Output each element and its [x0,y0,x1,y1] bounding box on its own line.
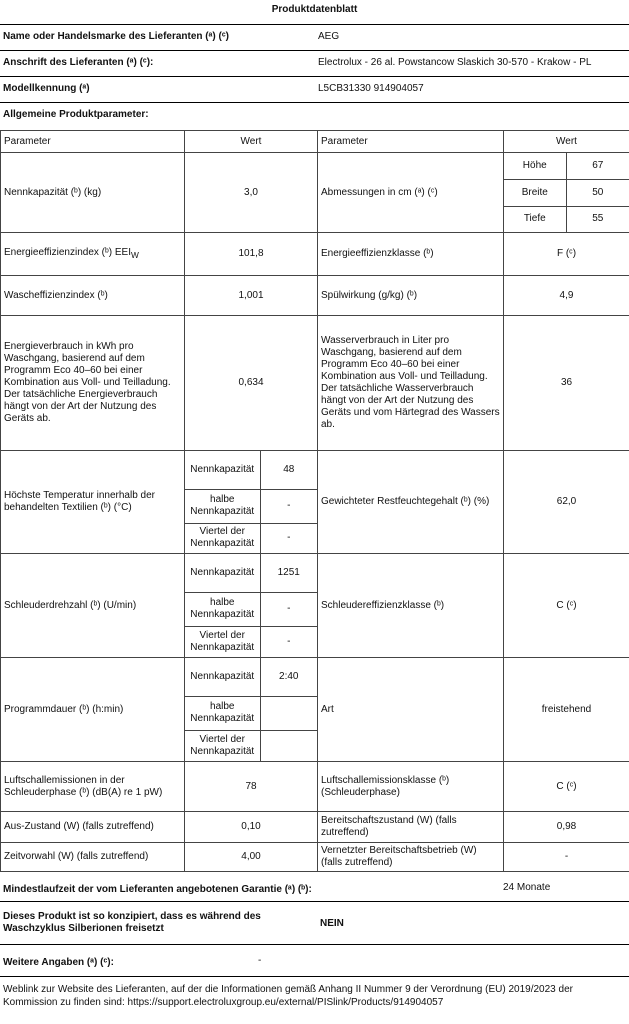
sub-value: - [287,635,291,647]
width-label: Breite [504,179,566,206]
rinse-label: Spülwirkung (g/kg) (ᵇ) [318,276,504,316]
duration-label: Programmdauer (ᵇ) (h:min) [1,658,185,762]
energy-class-label: Energieeffizienzklasse (ᵇ) [318,233,504,276]
energy-class-value: F (ᶜ) [504,233,629,276]
divider [0,944,629,945]
table-row [1,316,629,451]
model-value: L5CB31330 914904057 [318,83,424,94]
height-value: 67 [566,153,629,179]
parameter-table [0,130,629,872]
sub-value: 2:40 [260,658,317,696]
table-row [1,276,629,316]
table-row [1,843,629,872]
divider [0,24,629,25]
table-row [1,233,629,276]
sub-value: - [260,489,317,523]
divider [0,76,629,77]
standby-value: 0,98 [504,812,629,843]
spin-speed-values [185,554,318,658]
sub-value: 48 [260,451,317,489]
energy-consumption-label: Energieverbrauch in kWh pro Waschgang, basierend auf dem Programm Eco 40–60 bei einer Kombination aus Voll- und Teilladung. Der tatsächliche Energieverbrauch hängt von der Art der Nutzung des Geräts ab. [1,316,185,451]
sub-value [260,730,317,761]
table-header-row [1,131,629,153]
type-value: freistehend [504,658,629,762]
sub-label: Nennkapazität [185,451,260,489]
sub-value [260,696,317,730]
supplier-name-value: AEG [318,31,340,42]
supplier-address-value: Electrolux - 26 al. Powstancow Slaskich 30-570 - Krakow - PL [318,57,592,68]
table-row [1,762,629,812]
temperature-label: Höchste Temperatur innerhalb der behandelten Textilien (ᵇ) (°C) [1,451,185,554]
sub-label: halbe Nennkapazität [185,696,260,730]
network-standby-value: - [504,843,629,872]
divider [0,50,629,51]
spin-class-value: C (ᶜ) [504,554,629,658]
off-mode-value: 0,10 [185,812,318,843]
header-value: Wert [504,131,629,153]
sub-label: Viertel der Nennkapazität [185,626,260,657]
capacity-label: Nennkapazität (ᵇ) (kg) [1,153,185,233]
warranty-label: Mindestlaufzeit der vom Lieferanten angebotenen Garantie (ᵃ) (ᵇ): [3,884,312,895]
footer-weblink: Weblink zur Website des Lieferanten, auf der die Informationen gemäß Anhang II Nummer 9 der Verordnung (EU) 2019/2023 der Kommission zu finden sind: https://support.electroluxgroup.eu/external/PISlink/Products/914904057 [3,984,573,1008]
noise-value: 78 [185,762,318,812]
sub-label: Viertel der Nennkapazität [185,730,260,761]
divider [0,976,629,977]
header-value: Wert [185,131,318,153]
table-row [1,554,629,658]
silver-value: NEIN [320,918,344,929]
standby-label: Bereitschaftszustand (W) (falls zutreffend) [318,812,504,843]
silver-label: Dieses Produkt ist so konzipiert, dass es während des Waschzyklus Silberionen freisetzt [3,911,261,934]
sub-value: - [260,592,317,626]
dimensions-values [504,153,629,233]
supplier-address-label: Anschrift des Lieferanten (ᵃ) (ᶜ): [3,57,154,68]
noise-class-value: C (ᶜ) [504,762,629,812]
type-label: Art [318,658,504,762]
header-param: Parameter [1,131,185,153]
eei-value: 101,8 [185,233,318,276]
capacity-value: 3,0 [185,153,318,233]
network-standby-label: Vernetzter Bereitschaftsbetrieb (W) (falls zutreffend) [318,843,504,872]
divider [0,901,629,902]
width-value: 50 [566,179,629,206]
table-row [1,658,629,762]
noise-label: Luftschallemissionen in der Schleuderphase (ᵇ) (dB(A) re 1 pW) [1,762,185,812]
dimensions-label: Abmessungen in cm (ᵃ) (ᶜ) [318,153,504,233]
sub-value: - [287,532,291,544]
divider [0,102,629,103]
moisture-label: Gewichteter Restfeuchtegehalt (ᵇ) (%) [318,451,504,554]
eei-label: Energieeffizienzindex (ᵇ) $EEI_W$ [1,233,185,276]
off-mode-label: Aus-Zustand (W) (falls zutreffend) [1,812,185,843]
sub-value: 1251 [260,554,317,592]
sub-label: halbe Nennkapazität [185,489,260,523]
sub-label: halbe Nennkapazität [185,592,260,626]
spin-class-label: Schleudereffizienzklasse (ᵇ) [318,554,504,658]
delay-start-value: 4,00 [185,843,318,872]
height-label: Höhe [504,153,566,179]
delay-start-label: Zeitvorwahl (W) (falls zutreffend) [1,843,185,872]
wash-efficiency-value: 1,001 [185,276,318,316]
moisture-value: 62,0 [504,451,629,554]
wash-efficiency-label: Wascheffizienzindex (ᵇ) [1,276,185,316]
duration-values [185,658,318,762]
table-row [1,153,629,233]
table-row [1,451,629,554]
model-label: Modellkennung (ᵃ) [3,83,90,94]
water-consumption-label: Wasserverbrauch in Liter pro Waschgang, basierend auf dem Programm Eco 40–60 bei einer Kombination aus Voll- und Teilladung. Der tatsächliche Wasserverbrauch hängt von der Art der Nutzung des Geräts und vom Härtegrad des Wassers ab. [318,316,504,451]
depth-value: 55 [592,213,604,225]
header-param: Parameter [318,131,504,153]
further-info-value: - [258,955,262,966]
spin-speed-label: Schleuderdrehzahl (ᵇ) (U/min) [1,554,185,658]
supplier-name-label: Name oder Handelsmarke des Lieferanten (ᵃ) (ᶜ) [3,31,229,42]
sub-label: Nennkapazität [185,554,260,592]
sheet-title: Produktdatenblatt [271,4,358,15]
water-consumption-value: 36 [504,316,629,451]
rinse-value: 4,9 [504,276,629,316]
energy-consumption-value: 0,634 [185,316,318,451]
depth-label: Tiefe [504,206,566,232]
sub-label: Nennkapazität [185,658,260,696]
warranty-value: 24 Monate [503,882,551,893]
sub-label: Viertel der Nennkapazität [185,523,260,553]
table-row [1,812,629,843]
section-general-heading: Allgemeine Produktparameter: [3,109,149,120]
temperature-values [185,451,318,554]
noise-class-label: Luftschallemissionsklasse (ᵇ) (Schleuderphase) [318,762,504,812]
further-info-label: Weitere Angaben (ᵃ) (ᶜ): [3,957,114,968]
